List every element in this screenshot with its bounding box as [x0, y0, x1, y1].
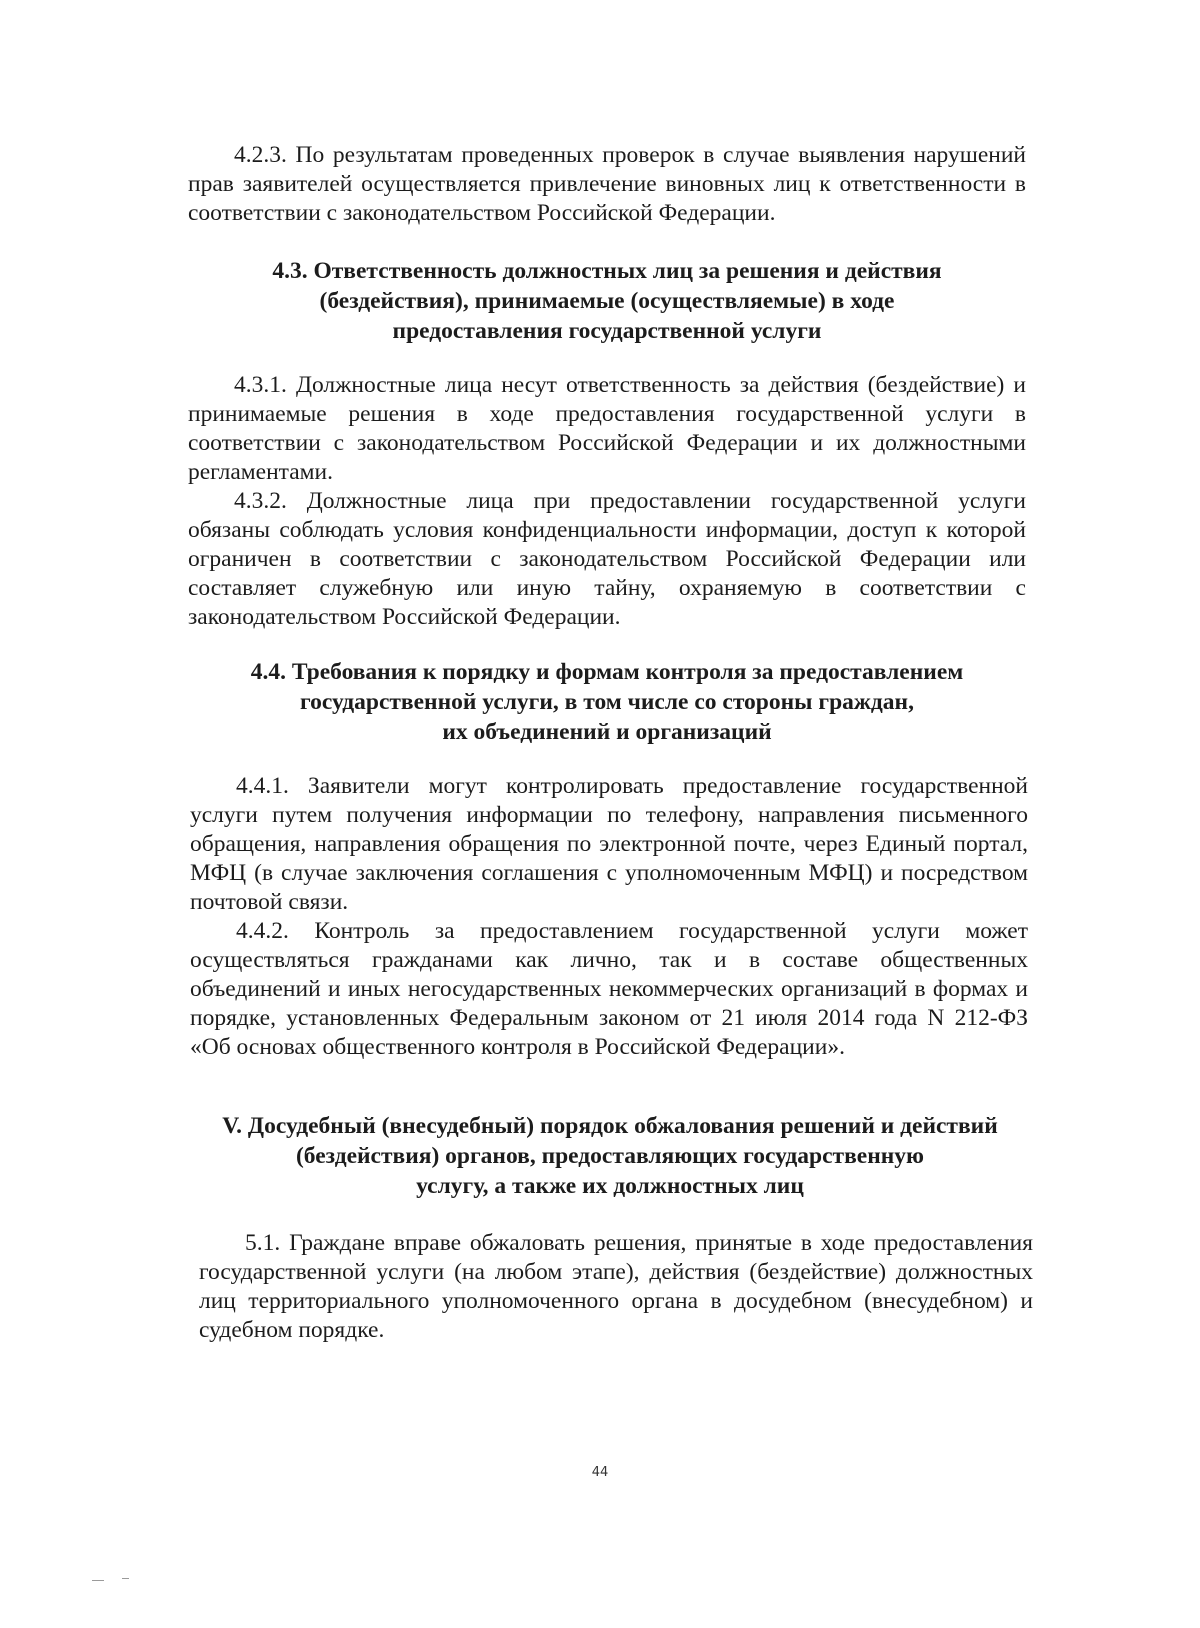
- section-heading-5: [185, 1111, 1035, 1201]
- paragraph-4-4-1: 4.4.1. Заявители могут контролировать предоставление государственной услуги путем получения информации по телефону, направления письменного обращения, направления обращения по электронной почте, через Единый портал, МФЦ (в случае заключения соглашения с уполномоченным МФЦ) и посредством почтовой связи.: [190, 773, 1028, 915]
- section-heading-4-3: [188, 256, 1026, 346]
- paragraphs-4-3: [188, 371, 1026, 632]
- paragraph-4-4-2: 4.4.2. Контроль за предоставлением государственной услуги может осуществляться гражданами как лично, так и в составе общественных объединений и иных негосударственных некоммерческих организаций в формах и порядке, установленных Федеральным законом от 21 июля 2014 года N 212-ФЗ «Об основах общественного контроля в Российской Федерации».: [190, 918, 1028, 1060]
- page-number: 44: [591, 1465, 609, 1480]
- heading-4-3-line-2: (бездействия), принимаемые (осуществляемые) в ходе: [319, 288, 895, 314]
- paragraph-4-3-1: 4.3.1. Должностные лица несут ответственность за действия (бездействие) и принимаемые решения в ходе предоставления государственной услуги в соответствии с законодательством Российской Федерации и их должностными регламентами.: [188, 372, 1026, 485]
- heading-4-4-line-3: их объединений и организаций: [442, 719, 772, 745]
- section-heading-4-4: [188, 657, 1026, 747]
- heading-4-3-line-3: предоставления государственной услуги: [392, 318, 822, 344]
- scan-speck: [122, 1578, 129, 1579]
- heading-4-4-line-1: 4.4. Требования к порядку и формам контроля за предоставлением: [250, 659, 964, 685]
- heading-5-line-2: (бездействия) органов, предоставляющих государственную: [295, 1143, 925, 1169]
- paragraph-4-3-2: 4.3.2. Должностные лица при предоставлении государственной услуги обязаны соблюдать условия конфиденциальности информации, доступ к которой ограничен в соответствии с законодательством Российской Федерации или составляет служебную или иную тайну, охраняемую в соответствии с законодательством Российской Федерации.: [188, 488, 1026, 630]
- paragraph-5-1-text: 5.1. Граждане вправе обжаловать решения, принятые в ходе предоставления государственной услуги (на любом этапе), действия (бездействие) должностных лиц территориального уполномоченного органа в досудебном (внесудебном) и судебном порядке.: [199, 1230, 1033, 1343]
- heading-5-line-3: услугу, а также их должностных лиц: [416, 1173, 804, 1199]
- paragraph-5-1: [199, 1229, 1033, 1345]
- paragraphs-4-4: [190, 772, 1028, 1062]
- paragraph-4-2-3-text: 4.2.3. По результатам проведенных проверок в случае выявления нарушений прав заявителей осуществляется привлечение виновных лиц к ответственности в соответствии с законодательством Российской Федерации.: [188, 142, 1026, 226]
- heading-5-line-1: V. Досудебный (внесудебный) порядок обжалования решений и действий: [222, 1113, 998, 1139]
- paragraph-4-2-3: [188, 141, 1026, 228]
- heading-4-4-line-2: государственной услуги, в том числе со стороны граждан,: [300, 689, 914, 715]
- scan-speck: [92, 1580, 104, 1581]
- heading-4-3-line-1: 4.3. Ответственность должностных лиц за решения и действия: [272, 258, 942, 284]
